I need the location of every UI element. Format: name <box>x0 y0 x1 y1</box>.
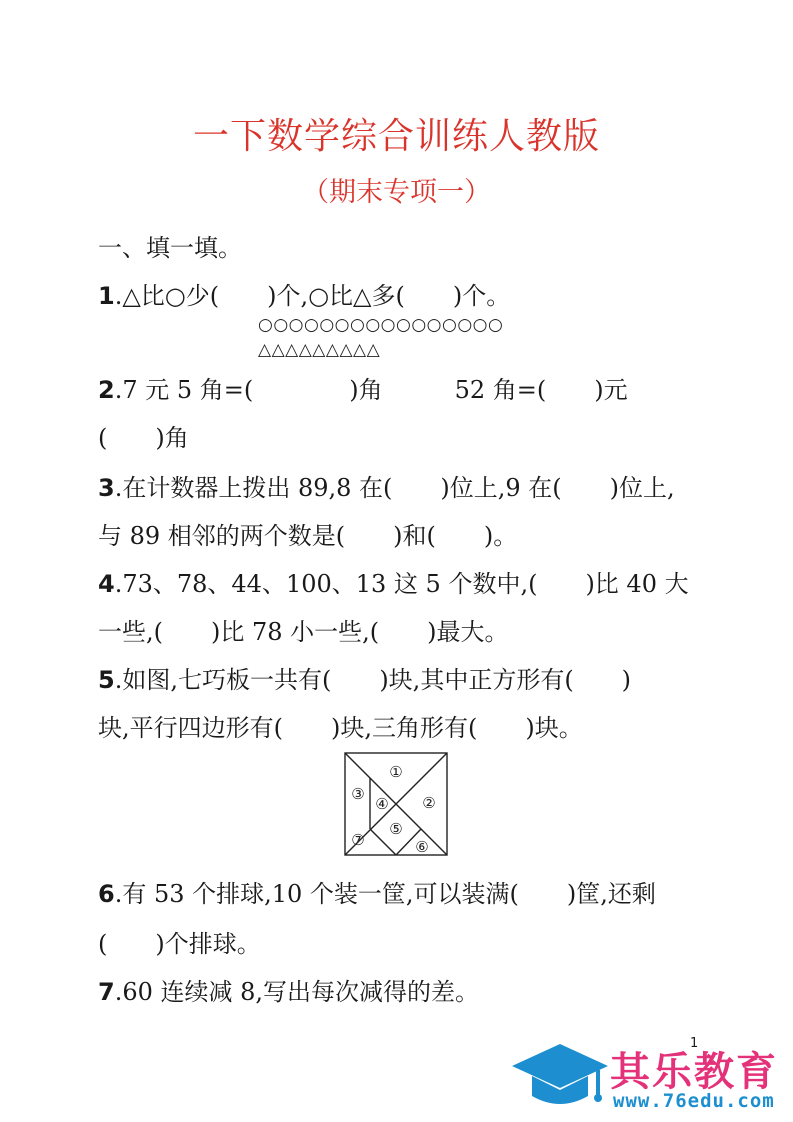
question-5-continued: 块,平行四边形有( )块,三角形有( )块。 <box>98 714 583 742</box>
graduation-cap-icon <box>510 1040 610 1114</box>
question-3-continued: 与 89 相邻的两个数是( )和( )。 <box>98 522 518 550</box>
question-number: 7 <box>98 978 115 1006</box>
logo-name: 其乐教育 <box>610 1049 778 1095</box>
tangram-label-2: ② <box>422 794 436 812</box>
tangram-figure <box>340 748 452 860</box>
question-4-continued: 一些,( )比 78 小一些,( )最大。 <box>98 618 509 646</box>
question-text: .△比○少( )个,○比△多( )个。 <box>114 282 511 310</box>
question-1 <box>98 276 510 311</box>
question-number: 6 <box>98 880 115 908</box>
circles-row: ○○○○○○○○○○○○○○○○ <box>258 315 504 335</box>
page-number: 1 <box>690 1036 699 1051</box>
tangram-label-5: ⑤ <box>389 820 403 838</box>
question-text: .7 元 5 角=( )角 52 角=( )元 <box>114 376 628 404</box>
tangram-label-3: ③ <box>351 785 365 803</box>
question-5 <box>98 660 631 695</box>
question-number: 3 <box>98 474 115 502</box>
tangram-label-4: ④ <box>375 795 389 813</box>
question-6 <box>98 874 656 909</box>
logo-url: www.76edu.com <box>613 1090 775 1112</box>
tangram-label-7: ⑦ <box>351 831 365 849</box>
question-4 <box>98 564 689 599</box>
question-7 <box>98 972 479 1007</box>
question-text: .如图,七巧板一共有( )块,其中正方形有( ) <box>114 666 632 694</box>
question-2 <box>98 370 628 405</box>
question-2-continued: ( )角 <box>98 424 189 452</box>
tangram-label-6: ⑥ <box>415 838 429 856</box>
page-title: 一下数学综合训练人教版 <box>192 116 600 157</box>
question-3 <box>98 468 675 503</box>
question-number: 2 <box>98 376 115 404</box>
question-text: .60 连续减 8,写出每次减得的差。 <box>114 978 480 1006</box>
section-heading: 一、填一填。 <box>98 234 242 262</box>
question-text: .在计数器上拨出 89,8 在( )位上,9 在( )位上, <box>114 474 675 502</box>
question-number: 1 <box>98 282 115 310</box>
question-text: .73、78、44、100、13 这 5 个数中,( )比 40 大 <box>114 570 689 598</box>
question-number: 4 <box>98 570 115 598</box>
question-text: .有 53 个排球,10 个装一筐,可以装满( )筐,还剩 <box>114 880 656 908</box>
question-number: 5 <box>98 666 115 694</box>
triangles-row: △△△△△△△△△ <box>258 340 381 360</box>
page-subtitle: （期末专项一） <box>302 177 491 208</box>
question-6-continued: ( )个排球。 <box>98 930 261 958</box>
tangram-label-1: ① <box>389 763 403 781</box>
